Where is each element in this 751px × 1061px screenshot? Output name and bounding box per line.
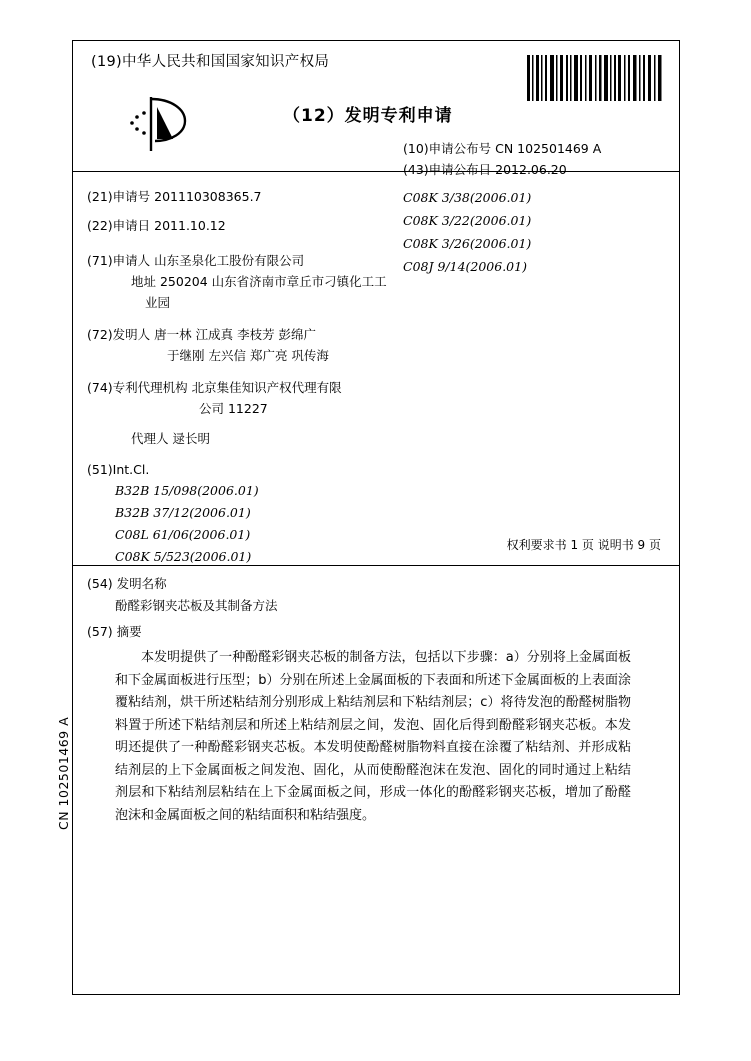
ipc-item: C08J 9/14(2006.01) bbox=[403, 259, 527, 274]
cnipa-emblem-icon bbox=[121, 93, 203, 155]
ipc-item: C08K 3/38(2006.01) bbox=[403, 190, 532, 205]
filing-date: (22)申请日 2011.10.12 bbox=[87, 218, 226, 233]
applicant-address-line2: 业园 bbox=[145, 295, 171, 310]
agent: 代理人 逯长明 bbox=[131, 431, 210, 446]
pages-note: 权利要求书 1 页 说明书 9 页 bbox=[506, 538, 661, 552]
ipc-item: C08K 3/26(2006.01) bbox=[403, 236, 532, 251]
applicant-address-line1: 地址 250204 山东省济南市章丘市刁镇化工工 bbox=[131, 274, 387, 289]
patent-agency: (74)专利代理机构 北京集佳知识产权代理有限 bbox=[87, 380, 342, 395]
bibliographic-right-column bbox=[403, 172, 665, 278]
inventors-line2: 于继刚 左兴信 郑广亮 巩传海 bbox=[167, 348, 329, 363]
abstract-section bbox=[73, 566, 679, 827]
int-cl-label: (51)Int.Cl. bbox=[87, 462, 150, 477]
side-publication-code: CN 102501469 A bbox=[56, 716, 71, 830]
applicant: (71)申请人 山东圣泉化工股份有限公司 bbox=[87, 253, 305, 268]
publication-date: (43)申请公布日 2012.06.20 bbox=[403, 162, 567, 177]
bibliographic-left-column bbox=[87, 172, 387, 568]
int-cl-item: B32B 37/12(2006.01) bbox=[115, 505, 251, 520]
application-type: （12）发明专利申请 bbox=[283, 106, 453, 126]
patent-agency-line2: 公司 11227 bbox=[199, 401, 268, 416]
title-label: (54) 发明名称 bbox=[87, 576, 167, 591]
int-cl-item: C08K 5/523(2006.01) bbox=[115, 549, 252, 564]
abstract-label: (57) 摘要 bbox=[87, 624, 142, 639]
publication-number: (10)申请公布号 CN 102501469 A bbox=[403, 141, 602, 156]
abstract-text: 本发明提供了一种酚醛彩钢夹芯板的制备方法，包括以下步骤：a）分别将上金属面板和下金属面板进行压型；b）分别在所述上金属面板的下表面和所述下金属面板的上表面涂覆粘结剂，烘干所述粘结剂分别形成上粘结剂层和下粘结剂层；c）将待发泡的酚醛树脂物料置于所述下粘结剂层和所述上粘结剂层之间，发泡、固化后得到酚醛彩钢夹芯板。本发明还提供了一种酚醛彩钢夹芯板。本发明使酚醛树脂物料直接在涂覆了粘结剂、并形成粘结剂层的上下金属面板之间发泡、固化，从而使酚醛泡沫在发泡、固化的同时通过上粘结剂层和下粘结剂层粘结在上下金属面板之间，形成一体化的酚醛彩钢夹芯板，增加了酚醛泡沫和金属面板之间的粘结面积和粘结强度。 bbox=[115, 650, 631, 823]
invention-title: 酚醛彩钢夹芯板及其制备方法 bbox=[115, 598, 278, 613]
inventors: (72)发明人 唐一林 江成真 李枝芳 彭绵广 bbox=[87, 327, 317, 342]
document-frame bbox=[72, 40, 680, 995]
bibliographic-section bbox=[73, 172, 679, 565]
int-cl-item: B32B 15/098(2006.01) bbox=[115, 483, 259, 498]
application-number: (21)申请号 201110308365.7 bbox=[87, 189, 262, 204]
int-cl-item: C08L 61/06(2006.01) bbox=[115, 527, 251, 542]
office-title: (19)中华人民共和国国家知识产权局 bbox=[91, 54, 330, 70]
barcode bbox=[527, 55, 663, 101]
ipc-item: C08K 3/22(2006.01) bbox=[403, 213, 532, 228]
